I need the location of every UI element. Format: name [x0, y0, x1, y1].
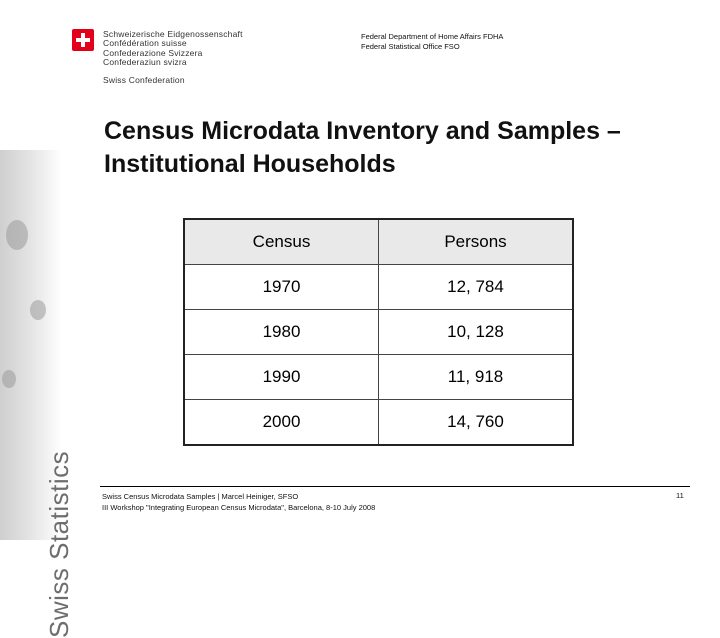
footer-line-1: Swiss Census Microdata Samples | Marcel Heiniger, SFSO	[102, 492, 299, 501]
persons-count-cell: 12, 784	[379, 265, 574, 310]
page-number: 11	[676, 491, 684, 500]
confederation-line-en: Swiss Confederation	[103, 74, 185, 85]
persons-count-cell: 14, 760	[379, 400, 574, 446]
confederation-name-block	[103, 30, 243, 85]
census-table	[183, 218, 574, 446]
department-block	[361, 32, 503, 52]
side-photo-strip	[0, 150, 74, 638]
department-name: Federal Department of Home Affairs FDHA	[361, 32, 504, 41]
table-header-row	[184, 219, 573, 265]
census-year-cell: 1980	[184, 310, 379, 355]
footer-text	[102, 491, 375, 513]
census-year-cell: 1970	[184, 265, 379, 310]
footer-divider	[100, 486, 690, 487]
column-header-persons: Persons	[379, 219, 574, 265]
table-row	[184, 310, 573, 355]
table-row	[184, 400, 573, 446]
column-header-census: Census	[184, 219, 379, 265]
footer-line-2: III Workshop "Integrating European Census Microdata", Barcelona, 8-10 July 2008	[102, 503, 376, 512]
table-row	[184, 265, 573, 310]
swiss-cross-icon	[72, 29, 94, 51]
persons-count-cell: 10, 128	[379, 310, 574, 355]
office-name: Federal Statistical Office FSO	[361, 42, 460, 51]
confederation-line-fr: Confédération suisse	[103, 38, 187, 49]
persons-count-cell: 11, 918	[379, 355, 574, 400]
confederation-line-it: Confederazione Svizzera	[103, 47, 203, 58]
slide-title: Census Microdata Inventory and Samples – Institutional Households	[104, 117, 621, 178]
swiss-statistics-label: Swiss Statistics	[44, 450, 74, 638]
census-year-cell: 2000	[184, 400, 379, 446]
census-year-cell: 1990	[184, 355, 379, 400]
confederation-line-rm: Confederaziun svizra	[103, 57, 187, 68]
confederation-line-de: Schweizerische Eidgenossenschaft	[103, 29, 243, 39]
table-row	[184, 355, 573, 400]
